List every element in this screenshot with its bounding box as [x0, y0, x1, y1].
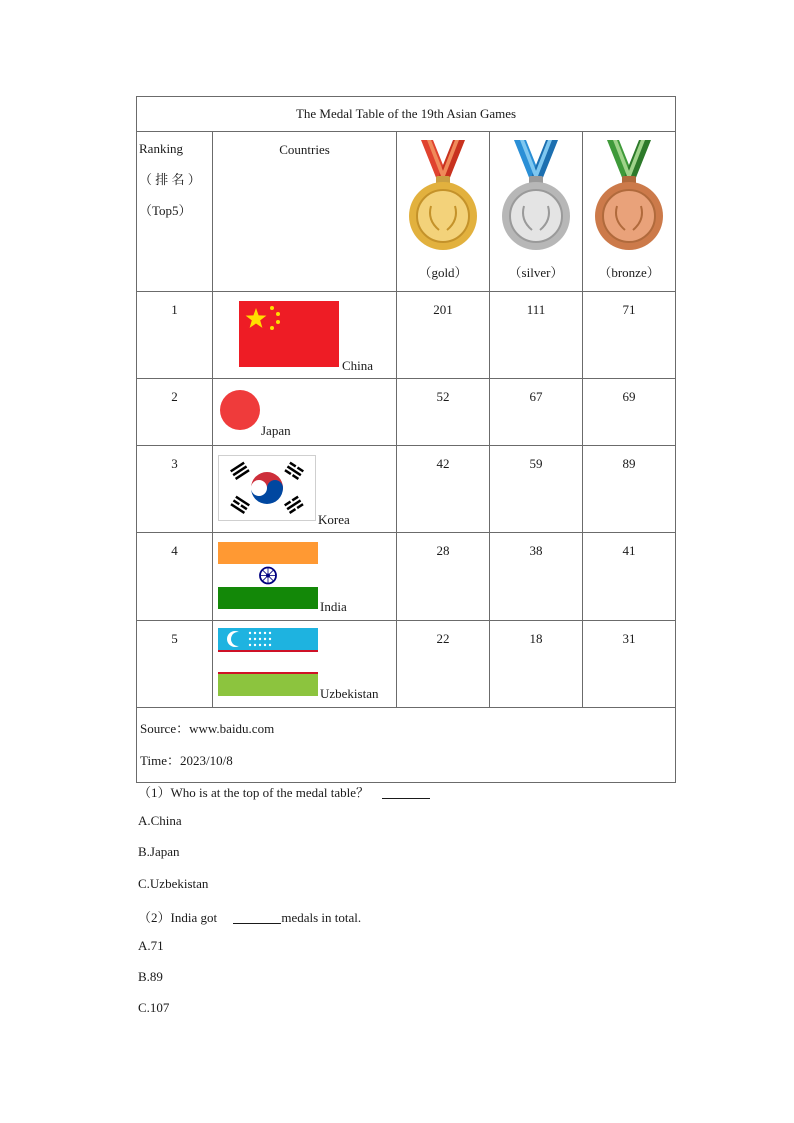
gold-count: 28: [397, 533, 490, 621]
gold-count: 201: [397, 292, 490, 379]
bronze-label: （bronze）: [598, 265, 660, 280]
silver-label: （silver）: [508, 265, 564, 280]
silver-count: 111: [490, 292, 583, 379]
country-name: India: [320, 599, 347, 614]
option-a: A.China: [138, 813, 182, 828]
table-row: [137, 379, 676, 446]
rank-cell: 1: [137, 292, 213, 379]
ranking-label: Ranking: [139, 141, 184, 156]
country-name: Korea: [318, 512, 350, 527]
ranking-top5-label: （Top5）: [139, 203, 192, 218]
question-1-text: （1）Who is at the top of the medal table？: [138, 785, 370, 800]
silver-header: [490, 132, 583, 292]
uzbekistan-flag-icon: [218, 628, 318, 696]
option-c: C.Uzbekistan: [138, 876, 209, 891]
table-row: [137, 621, 676, 708]
question-2: [138, 907, 361, 926]
rank-cell: 3: [137, 446, 213, 533]
option-c: C.107: [138, 1000, 170, 1015]
bronze-count: 89: [583, 446, 676, 533]
table-row: [137, 446, 676, 533]
gold-medal-icon: [407, 140, 479, 252]
bronze-count: 31: [583, 621, 676, 708]
india-flag-icon: [218, 542, 318, 609]
bronze-count: 71: [583, 292, 676, 379]
japan-flag-icon: [219, 389, 261, 431]
silver-count: 67: [490, 379, 583, 446]
question-2-after: medals in total.: [281, 910, 362, 925]
rank-cell: 5: [137, 621, 213, 708]
question-1: [138, 782, 430, 801]
gold-header: [397, 132, 490, 292]
china-flag-icon: [239, 301, 339, 367]
country-cell: [213, 379, 397, 446]
ranking-chinese-label: （ 排 名 ）: [139, 172, 201, 187]
countries-header: Countries: [213, 132, 397, 292]
country-cell: [213, 446, 397, 533]
bronze-count: 69: [583, 379, 676, 446]
country-cell: [213, 292, 397, 379]
country-name: Japan: [261, 423, 291, 438]
country-cell: [213, 533, 397, 621]
country-cell: [213, 621, 397, 708]
ranking-header: [137, 132, 213, 292]
option-b: B.89: [138, 969, 163, 984]
country-name: Uzbekistan: [320, 686, 379, 701]
table-row: [137, 292, 676, 379]
gold-label: （gold）: [418, 265, 468, 280]
answer-blank[interactable]: [233, 923, 281, 924]
bronze-medal-icon: [593, 140, 665, 252]
gold-count: 52: [397, 379, 490, 446]
bronze-count: 41: [583, 533, 676, 621]
silver-count: 38: [490, 533, 583, 621]
source-text: Source：www.baidu.com: [140, 721, 275, 736]
country-name: China: [342, 358, 374, 373]
table-title: The Medal Table of the 19th Asian Games: [137, 97, 676, 132]
rank-cell: 2: [137, 379, 213, 446]
source-cell: [137, 708, 676, 783]
gold-count: 22: [397, 621, 490, 708]
question-2-text: （2）India got: [138, 910, 218, 925]
silver-count: 59: [490, 446, 583, 533]
option-a: A.71: [138, 938, 164, 953]
answer-blank[interactable]: [382, 798, 430, 799]
korea-flag-icon: [218, 455, 316, 521]
option-b: B.Japan: [138, 844, 180, 859]
medal-table: [136, 96, 676, 783]
time-text: Time：2023/10/8: [140, 753, 233, 768]
silver-medal-icon: [500, 140, 572, 252]
table-row: [137, 533, 676, 621]
rank-cell: 4: [137, 533, 213, 621]
silver-count: 18: [490, 621, 583, 708]
bronze-header: [583, 132, 676, 292]
gold-count: 42: [397, 446, 490, 533]
